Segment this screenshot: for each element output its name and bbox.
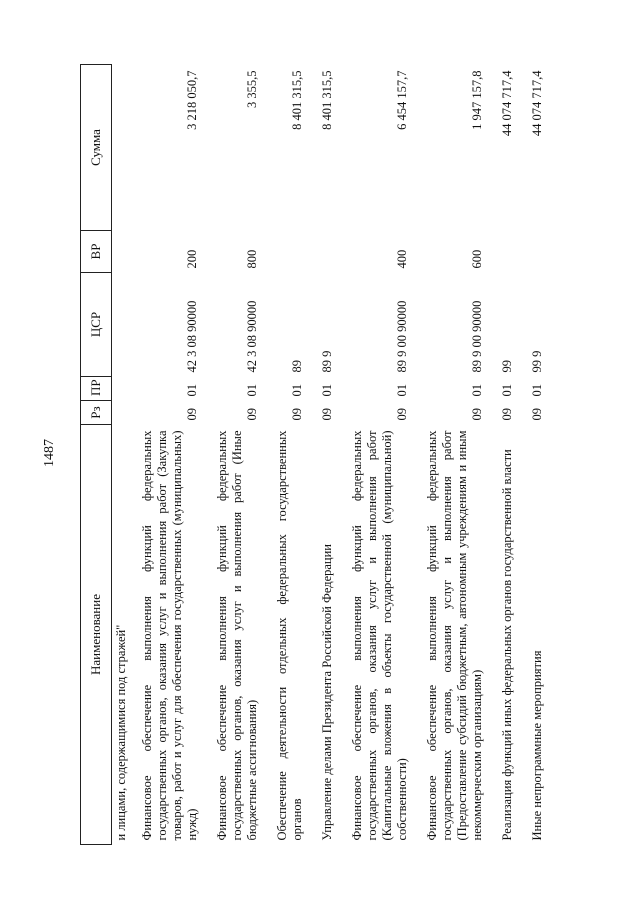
row-name: Реализация функций иных федеральных органов государственной власти xyxy=(500,449,514,841)
header-csr: ЦСР xyxy=(81,273,112,377)
table-row xyxy=(527,65,557,845)
row-name: и лицами, содержащимися под стражей" xyxy=(114,624,128,841)
row-csr: 42 3 08 90000 xyxy=(185,300,199,373)
row-sum xyxy=(112,65,138,231)
header-pr: ПР xyxy=(81,377,112,401)
header-vr: ВР xyxy=(81,231,112,273)
table-row xyxy=(137,65,212,845)
page-number: 1487 xyxy=(42,439,57,467)
row-rz: 09 xyxy=(290,408,304,421)
row-csr: 89 9 xyxy=(320,350,334,373)
row-rz: 09 xyxy=(320,408,334,421)
row-vr: 400 xyxy=(395,249,409,269)
row-sum: 8 401 315,5 xyxy=(320,70,334,130)
header-rz: Рз xyxy=(81,401,112,425)
row-pr: 01 xyxy=(245,384,259,397)
row-name: Управление делами Президента Российской Федерации xyxy=(320,544,334,841)
row-pr: 01 xyxy=(290,384,304,397)
row-vr: 800 xyxy=(245,249,259,269)
row-csr: 89 xyxy=(290,360,304,373)
row-name: Обеспечение деятельности отдельных федеральных государственных органов xyxy=(275,430,304,841)
row-rz: 09 xyxy=(470,408,484,421)
row-name: Финансовое обеспечение выполнения функций федеральных государственных органов, оказания услуг и выполнения работ (Закупка товаров, работ и услуг для обеспечения государственных (муниципальных) нужд) xyxy=(140,430,199,841)
row-name: Финансовое обеспечение выполнения функций федеральных государственных органов, оказания услуг и выполнения работ (Предоставление субсидий бюджетным, автономным учреждениям и иным некоммерческим организациям) xyxy=(425,430,484,841)
table-header-row xyxy=(81,65,112,845)
row-csr xyxy=(112,273,138,377)
row-pr: 01 xyxy=(500,384,514,397)
row-pr: 01 xyxy=(395,384,409,397)
table-row xyxy=(112,65,138,845)
row-sum: 6 454 157,7 xyxy=(395,70,409,130)
row-rz xyxy=(112,401,138,425)
row-sum: 8 401 315,5 xyxy=(290,70,304,130)
row-csr: 89 9 00 90000 xyxy=(395,300,409,373)
row-pr: 01 xyxy=(530,384,544,397)
rotated-page xyxy=(80,65,600,845)
row-vr: 200 xyxy=(185,249,199,269)
row-pr xyxy=(112,377,138,401)
row-sum: 1 947 157,8 xyxy=(470,70,484,130)
row-pr: 01 xyxy=(185,384,199,397)
table-row xyxy=(422,65,497,845)
row-name: Финансовое обеспечение выполнения функций федеральных государственных органов, оказания услуг и выполнения работ (Капитальные вложения в объекты государственной (муниципальной) собственности) xyxy=(350,430,409,841)
row-csr: 42 3 08 90000 xyxy=(245,300,259,373)
budget-table xyxy=(80,64,557,845)
row-csr: 99 9 xyxy=(530,350,544,373)
row-vr: 600 xyxy=(470,249,484,269)
row-name: Финансовое обеспечение выполнения функций федеральных государственных органов, оказания услуг и выполнения работ (Иные бюджетные ассигнования) xyxy=(215,430,259,841)
table-row xyxy=(212,65,272,845)
row-rz: 09 xyxy=(530,408,544,421)
table-row xyxy=(317,65,347,845)
row-vr xyxy=(527,231,557,273)
row-sum: 44 074 717,4 xyxy=(500,70,514,137)
table-row xyxy=(347,65,422,845)
header-sum: Сумма xyxy=(81,65,112,231)
row-pr: 01 xyxy=(470,384,484,397)
row-csr: 89 9 00 90000 xyxy=(470,300,484,373)
table-row xyxy=(272,65,317,845)
row-rz: 09 xyxy=(395,408,409,421)
row-vr xyxy=(272,231,317,273)
header-name: Наименование xyxy=(81,425,112,845)
row-vr xyxy=(317,231,347,273)
row-csr: 99 xyxy=(500,360,514,373)
row-rz: 09 xyxy=(185,408,199,421)
row-vr xyxy=(497,231,527,273)
row-sum: 44 074 717,4 xyxy=(530,70,544,137)
table-row xyxy=(497,65,527,845)
row-name: Иные непрограммные мероприятия xyxy=(530,650,544,841)
row-rz: 09 xyxy=(500,408,514,421)
row-vr xyxy=(112,231,138,273)
row-sum: 3 218 050,7 xyxy=(185,70,199,130)
row-rz: 09 xyxy=(245,408,259,421)
row-pr: 01 xyxy=(320,384,334,397)
row-sum: 3 355,5 xyxy=(245,70,259,108)
